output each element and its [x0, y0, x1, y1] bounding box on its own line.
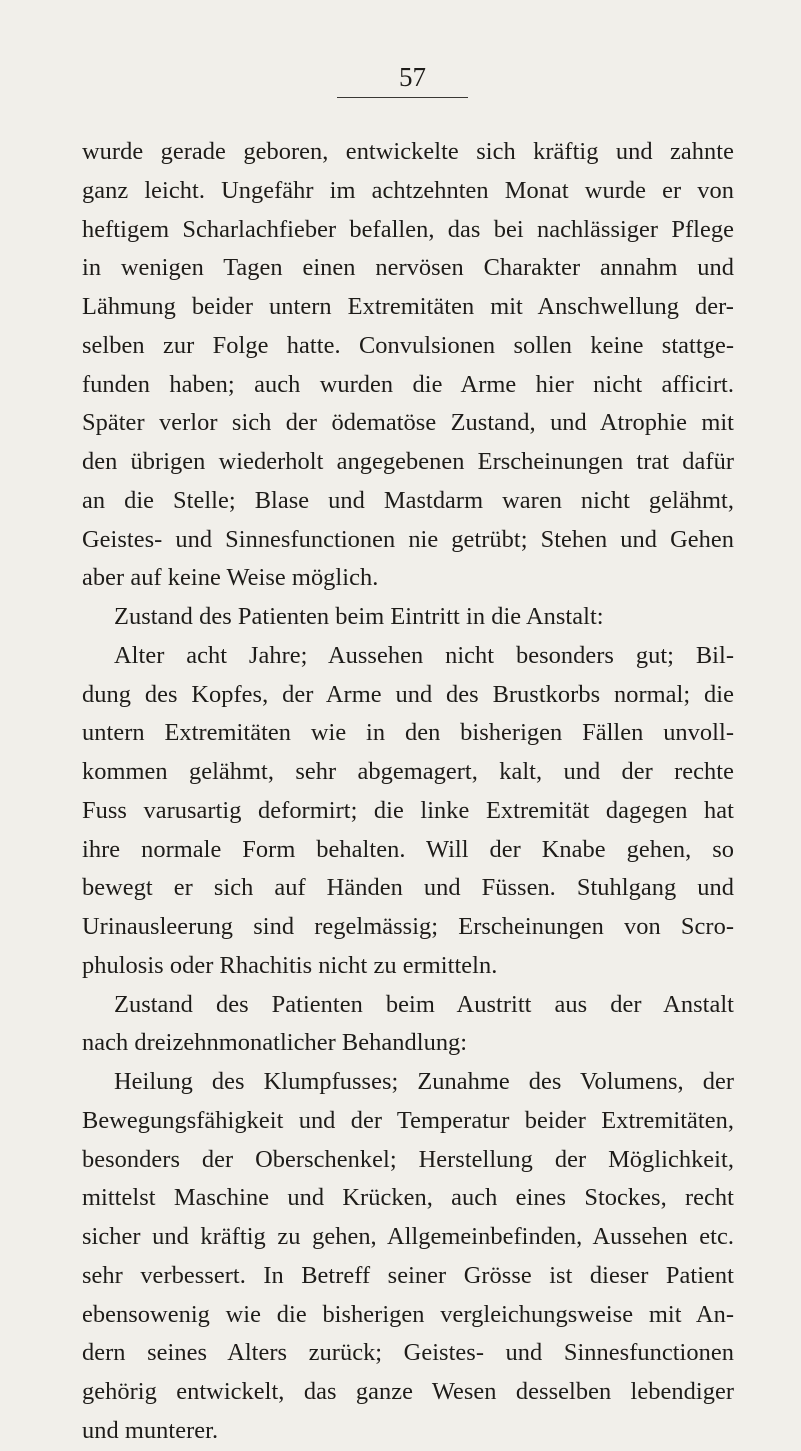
- text-line: gehörig entwickelt, das ganze Wesen desselben lebendiger: [82, 1378, 734, 1405]
- text-line: funden haben; auch wurden die Arme hier nicht afficirt.: [82, 370, 734, 398]
- text-line: ihre normale Form behalten. Will der Knabe gehen, so: [82, 835, 734, 863]
- text-line: Lähmung beider untern Extremitäten mit Anschwellung der-: [82, 293, 734, 320]
- text-line: heftigem Scharlachfieber befallen, das bei nachlässiger Pflege: [82, 215, 734, 243]
- text-line: an die Stelle; Blase und Mastdarm waren nicht gelähmt,: [82, 486, 734, 514]
- text-line: Alter acht Jahre; Aussehen nicht besonders gut; Bil-: [114, 641, 734, 669]
- text-line: wurde gerade geboren, entwickelte sich kräftig und zahnte: [82, 138, 734, 165]
- text-line: selben zur Folge hatte. Convulsionen sollen keine stattge-: [82, 331, 734, 359]
- text-line: dung des Kopfes, der Arme und des Brustkorbs normal; die: [82, 680, 734, 708]
- text-line: dern seines Alters zurück; Geistes- und Sinnesfunctionen: [82, 1339, 734, 1367]
- text-line: Zustand des Patienten beim Austritt aus der Anstalt: [114, 990, 734, 1018]
- text-line: bewegt er sich auf Händen und Füssen. Stuhlgang und: [82, 874, 734, 902]
- text-line: Geistes- und Sinnesfunctionen nie getrübt; Stehen und Gehen: [82, 525, 734, 553]
- text-line: kommen gelähmt, sehr abgemagert, kalt, und der rechte: [82, 758, 734, 785]
- text-line: Fuss varusartig deformirt; die linke Extremität dagegen hat: [82, 796, 734, 824]
- text-line: Zustand des Patienten beim Eintritt in die Anstalt:: [114, 603, 604, 630]
- text-line: in wenigen Tagen einen nervösen Charakter annahm und: [82, 254, 734, 282]
- header-rule: [337, 97, 468, 98]
- text-line: Urinausleerung sind regelmässig; Erscheinungen von Scro-: [82, 913, 734, 940]
- text-line: phulosis oder Rhachitis nicht zu ermitteln.: [82, 951, 498, 979]
- text-line: Bewegungsfähigkeit und der Temperatur beider Extremitäten,: [82, 1106, 734, 1134]
- text-line: untern Extremitäten wie in den bisherigen Fällen unvoll-: [82, 719, 734, 747]
- text-line: besonders der Oberschenkel; Herstellung der Möglichkeit,: [82, 1145, 734, 1173]
- text-line: Heilung des Klumpfusses; Zunahme des Volumens, der: [114, 1068, 734, 1095]
- text-line: nach dreizehnmonatlicher Behandlung:: [82, 1029, 468, 1057]
- text-line: sehr verbessert. In Betreff seiner Grösse ist dieser Patient: [82, 1261, 734, 1289]
- text-line: mittelst Maschine und Krücken, auch eines Stockes, recht: [82, 1184, 734, 1212]
- body-text: [82, 133, 734, 1451]
- text-line: ganz leicht. Ungefähr im achtzehnten Monat wurde er von: [82, 176, 734, 204]
- page-number: [0, 62, 801, 92]
- text-line: den übrigen wiederholt angegebenen Erscheinungen trat dafür: [82, 448, 734, 475]
- text-line: aber auf keine Weise möglich.: [82, 564, 379, 592]
- text-line: Später verlor sich der ödematöse Zustand, und Atrophie mit: [82, 409, 734, 437]
- text-line: und munterer.: [82, 1416, 219, 1444]
- text-line: ebensowenig wie die bisherigen vergleichungsweise mit An-: [82, 1300, 734, 1328]
- page-number-text: 57: [399, 62, 426, 92]
- text-line: sicher und kräftig zu gehen, Allgemeinbefinden, Aussehen etc.: [82, 1223, 734, 1250]
